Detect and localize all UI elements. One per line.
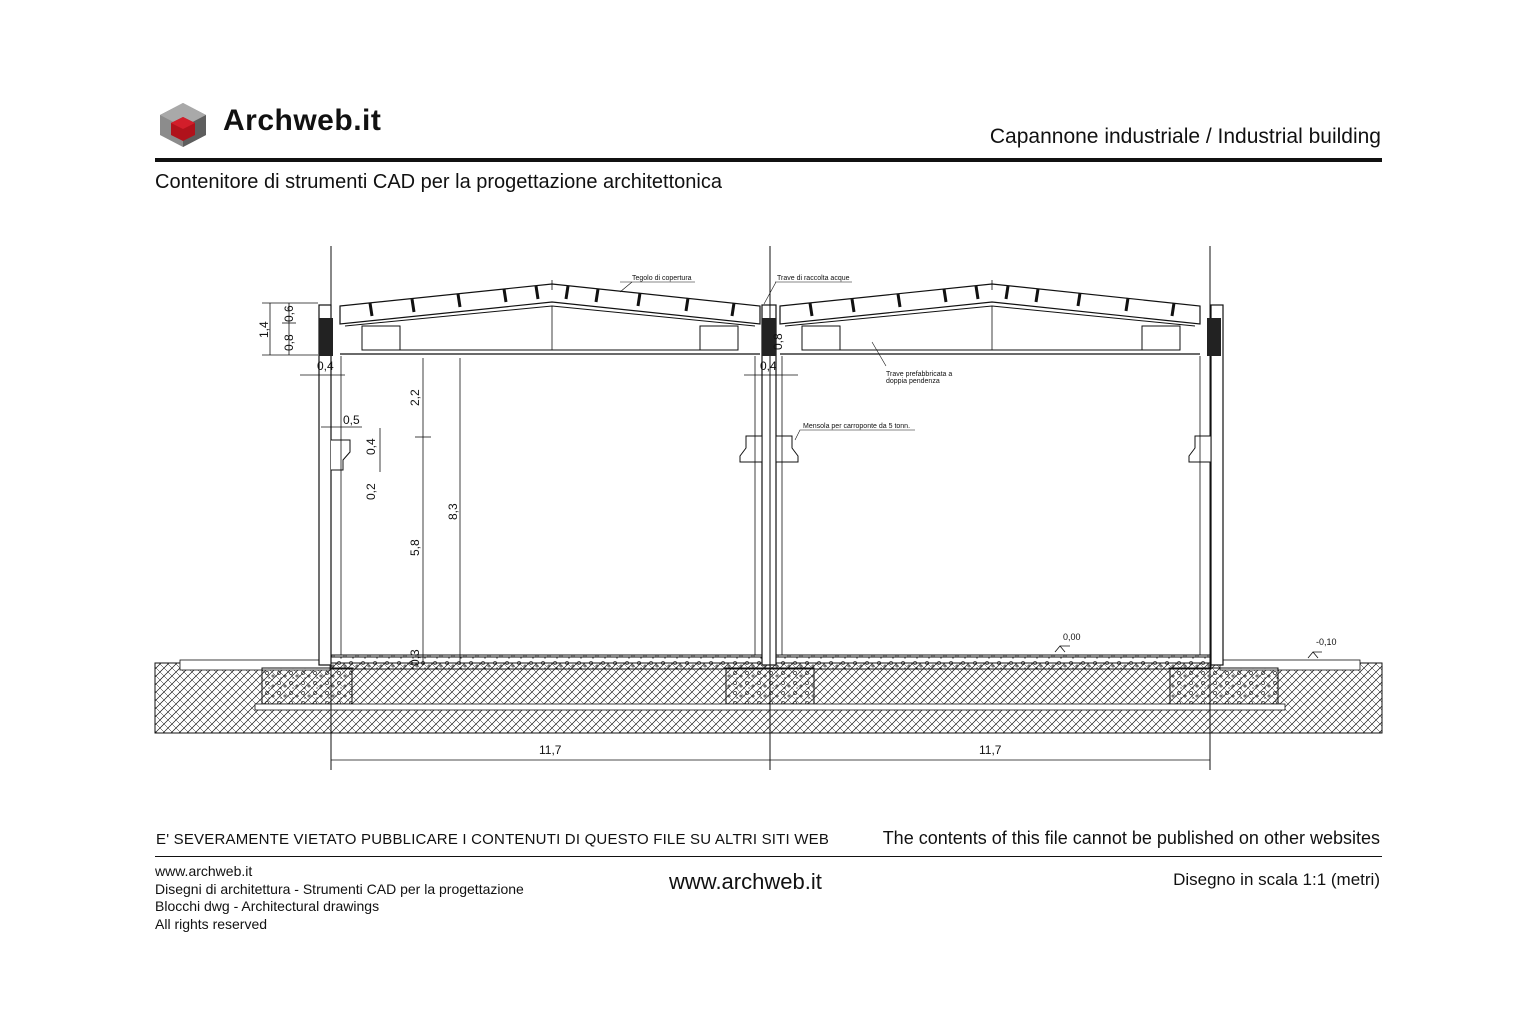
dim-0-3: 0,3: [408, 649, 422, 666]
dim-8-3: 8,3: [446, 503, 460, 520]
notice-english: The contents of this file cannot be published on other websites: [882, 828, 1380, 848]
dim-span-left: 11,7: [539, 743, 562, 757]
footer-line4: All rights reserved: [155, 915, 268, 932]
annotation-beam-line2: doppia pendenza: [886, 378, 940, 385]
dim-0-8-mid: 0,8: [771, 333, 785, 350]
annotation-gutter-beam: Trave di raccolta acque: [777, 275, 850, 282]
footer-info: [155, 863, 524, 933]
dim-0-6: 0,6: [282, 305, 296, 322]
dim-2-2: 2,2: [408, 389, 422, 406]
footer-line2: Disegni di architettura - Strumenti CAD per la progettazione: [155, 880, 524, 897]
page-subtitle: Contenitore di strumenti CAD per la progettazione architettonica: [155, 171, 722, 193]
notice-italian: E' SEVERAMENTE VIETATO PUBBLICARE I CONTENUTI DI QUESTO FILE SU ALTRI SITI WEB: [156, 831, 830, 848]
footer-site: www.archweb.it: [155, 863, 253, 879]
footer-rule: [155, 856, 1382, 857]
footer-line3: Blocchi dwg - Architectural drawings: [155, 898, 380, 914]
footer-url: www.archweb.it: [669, 869, 822, 894]
page-title: Capannone industriale / Industrial building: [989, 125, 1381, 148]
level-outside: -0,10: [1316, 637, 1337, 647]
annotation-corbel: Mensola per carroponte da 5 tonn.: [803, 423, 911, 430]
level-floor: 0,00: [1063, 632, 1081, 642]
dim-span-right: 11,7: [979, 743, 1002, 757]
dim-0-2: 0,2: [364, 483, 378, 500]
dim-0-5: 0,5: [343, 413, 360, 427]
dim-5-8: 5,8: [408, 539, 422, 556]
annotation-beam-line1: Trave prefabbricata a: [886, 371, 953, 378]
dim-0-4-left: 0,4: [317, 359, 334, 373]
brand-name: Archweb.it: [223, 104, 382, 137]
dim-1-4: 1,4: [257, 321, 271, 338]
dim-0-4-mid: 0,4: [760, 359, 777, 373]
dim-0-8: 0,8: [282, 334, 296, 351]
scale-note: Disegno in scala 1:1 (metri): [1173, 870, 1380, 889]
annotation-roof-tile: Tegolo di copertura: [632, 275, 692, 282]
dim-0-4-corbel: 0,4: [364, 438, 378, 455]
